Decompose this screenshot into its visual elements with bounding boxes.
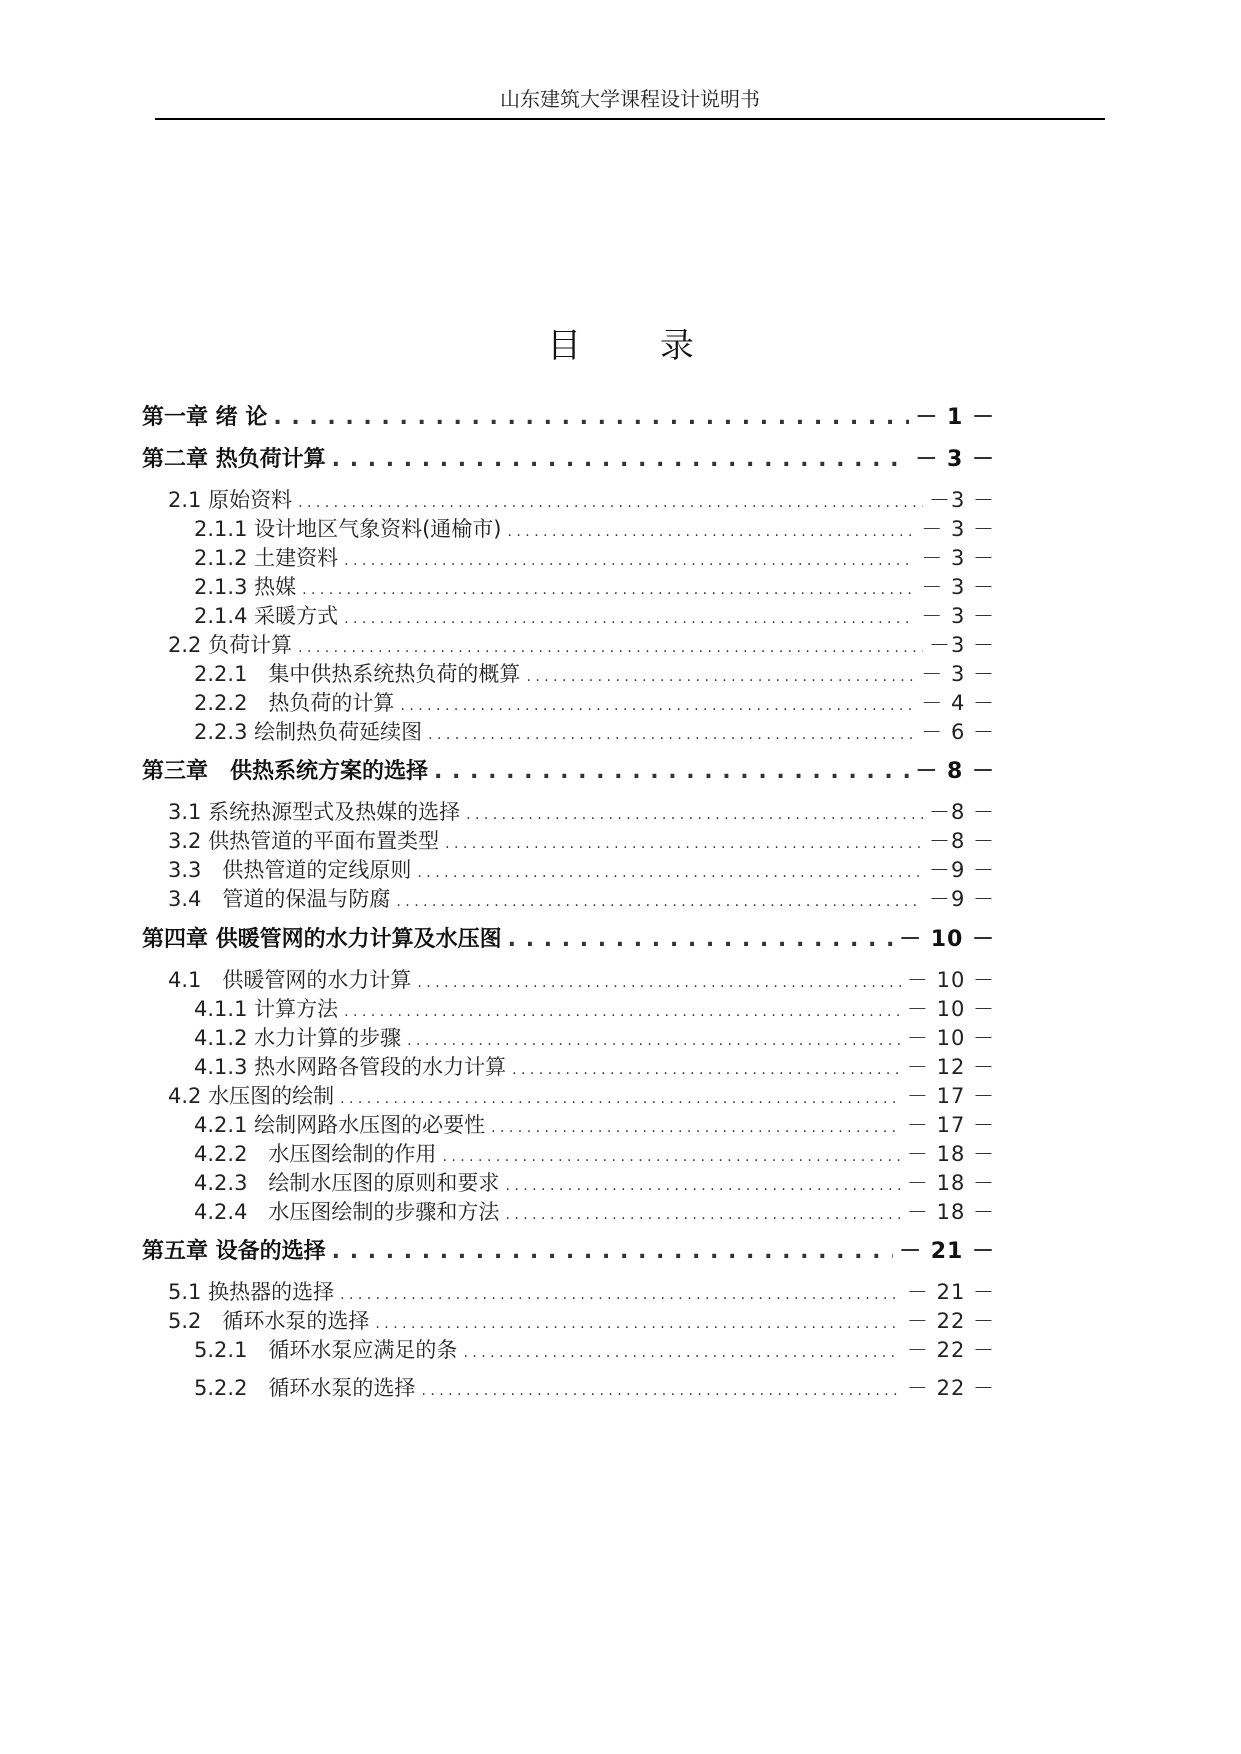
toc-page-number: － 17 － [906,1084,995,1108]
toc-dot-leader [434,756,909,788]
toc-entry-label: 4.2.3 绘制水压图的原则和要求 [194,1171,500,1195]
toc-entry-label: 5.2.1 循环水泵应满足的条 [194,1338,458,1362]
toc-page-number: － 6 － [921,720,995,744]
toc-entry-label: 4.1.3 热水网路各管段的水力计算 [194,1055,507,1079]
toc-section-entry[interactable] [194,658,995,690]
toc-dot-leader [463,1337,900,1369]
toc-entry-label: 2.1 原始资料 [168,488,293,512]
toc-section-entry[interactable] [168,883,995,915]
toc-entry-label: 5.2.2 循环水泵的选择 [194,1376,416,1400]
toc-section-entry[interactable] [168,1080,995,1112]
toc-entry-label: 第四章 供暖管网的水力计算及水压图 [142,927,502,952]
toc-chapter-entry[interactable] [142,444,995,476]
toc-page-number: － 8 － [915,759,995,784]
toc-page-number: － 3 － [921,575,995,599]
toc-page-number: － 10 － [906,968,995,992]
toc-page-number: － 3 － [921,662,995,686]
toc-section-entry[interactable] [194,1372,995,1404]
toc-dot-leader [396,886,923,918]
page-title: 目 录 [547,326,728,366]
toc-page-number: － 21 － [899,1239,995,1264]
toc-section-entry[interactable] [194,571,995,603]
toc-chapter-entry[interactable] [142,1236,995,1268]
toc-entry-label: 3.1 系统热源型式及热媒的选择 [168,800,461,824]
toc-entry-label: 4.1 供暖管网的水力计算 [168,968,412,992]
toc-section-entry[interactable] [168,796,995,828]
toc-entry-label: 3.3 供热管道的定线原则 [168,858,412,882]
toc-entry-label: 2.2.1 集中供热系统热负荷的概算 [194,662,521,686]
toc-entry-label: 2.2.3 绘制热负荷延续图 [194,720,423,744]
toc-section-entry[interactable] [194,1196,995,1228]
toc-page-number: － 17 － [906,1113,995,1137]
toc-page-number: － 12 － [906,1055,995,1079]
toc-section-entry[interactable] [194,600,995,632]
toc-section-entry[interactable] [194,1167,995,1199]
toc-entry-label: 3.2 供热管道的平面布置类型 [168,829,440,853]
toc-entry-label: 2.1.3 热媒 [194,575,297,599]
toc-section-entry[interactable] [194,1109,995,1141]
toc-entry-label: 2.2 负荷计算 [168,633,293,657]
toc-section-entry[interactable] [194,716,995,748]
toc-dot-leader [508,924,893,956]
toc-page-number: －9 － [928,858,995,882]
toc-section-entry[interactable] [168,629,995,661]
toc-entry-label: 第五章 设备的选择 [142,1239,326,1264]
toc-page-number: － 1 － [915,405,995,430]
toc-section-entry[interactable] [194,542,995,574]
toc-dot-leader [421,1375,900,1407]
toc-page-number: － 10 － [906,997,995,1021]
toc-entry-label: 2.1.1 设计地区气象资料(通榆市) [194,517,502,541]
toc-page-number: － 18 － [906,1142,995,1166]
toc-page-number: －3 － [928,633,995,657]
toc-entry-label: 4.1.2 水力计算的步骤 [194,1026,402,1050]
toc-page-number: － 18 － [906,1171,995,1195]
toc-page-number: －3 － [928,488,995,512]
toc-entry-label: 2.1.2 土建资料 [194,546,339,570]
toc-entry-label: 第一章 绪 论 [142,405,268,430]
toc-section-entry[interactable] [194,993,995,1025]
toc-page-number: － 3 － [915,447,995,472]
toc-page-number: － 3 － [921,604,995,628]
header-text: 山东建筑大学课程设计说明书 [500,87,760,111]
toc-page-number: － 22 － [906,1338,995,1362]
toc-page-number: － 21 － [906,1280,995,1304]
toc-section-entry[interactable] [168,854,995,886]
toc-chapter-entry[interactable] [142,402,995,434]
toc-section-entry[interactable] [194,513,995,545]
toc-page-number: － 3 － [921,517,995,541]
toc-dot-leader [273,402,909,434]
toc-page-number: － 18 － [906,1200,995,1224]
toc-entry-label: 5.2 循环水泵的选择 [168,1309,370,1333]
toc-section-entry[interactable] [168,964,995,996]
toc-entry-label: 3.4 管道的保温与防腐 [168,887,391,911]
toc-page-number: －8 － [928,829,995,853]
toc-dot-leader [428,719,915,751]
toc-section-entry[interactable] [168,825,995,857]
toc-entry-label: 4.2.2 水压图绘制的作用 [194,1142,437,1166]
toc-entry-label: 4.2.4 水压图绘制的步骤和方法 [194,1200,500,1224]
toc-section-entry[interactable] [168,1305,995,1337]
toc-page-number: －9 － [928,887,995,911]
toc-entry-label: 5.1 换热器的选择 [168,1280,335,1304]
toc-entry-label: 2.1.4 采暖方式 [194,604,339,628]
page-header [155,84,1105,120]
toc-dot-leader [505,1199,900,1231]
toc-section-entry[interactable] [194,1138,995,1170]
toc-dot-leader [332,444,910,476]
toc-entry-label: 第三章 供热系统方案的选择 [142,759,429,784]
toc-page-number: － 10 － [906,1026,995,1050]
toc-page-number: － 22 － [906,1309,995,1333]
toc-section-entry[interactable] [194,1334,995,1366]
toc-entry-label: 4.1.1 计算方法 [194,997,339,1021]
toc-entry-label: 2.2.2 热负荷的计算 [194,691,395,715]
toc-section-entry[interactable] [168,1276,995,1308]
toc-section-entry[interactable] [194,1022,995,1054]
toc-page-number: － 22 － [906,1376,995,1400]
toc-entry-label: 4.2 水压图的绘制 [168,1084,335,1108]
toc-page-number: － 3 － [921,546,995,570]
toc-page-number: － 4 － [921,691,995,715]
toc-entry-label: 第二章 热负荷计算 [142,447,326,472]
toc-section-entry[interactable] [194,1051,995,1083]
toc-section-entry[interactable] [194,687,995,719]
toc-page-number: － 10 － [899,927,995,952]
toc-entry-label: 4.2.1 绘制网路水压图的必要性 [194,1113,486,1137]
toc-section-entry[interactable] [168,484,995,516]
toc-page-number: －8 － [928,800,995,824]
toc-chapter-entry[interactable] [142,924,995,956]
toc-chapter-entry[interactable] [142,756,995,788]
toc-dot-leader [332,1236,893,1268]
